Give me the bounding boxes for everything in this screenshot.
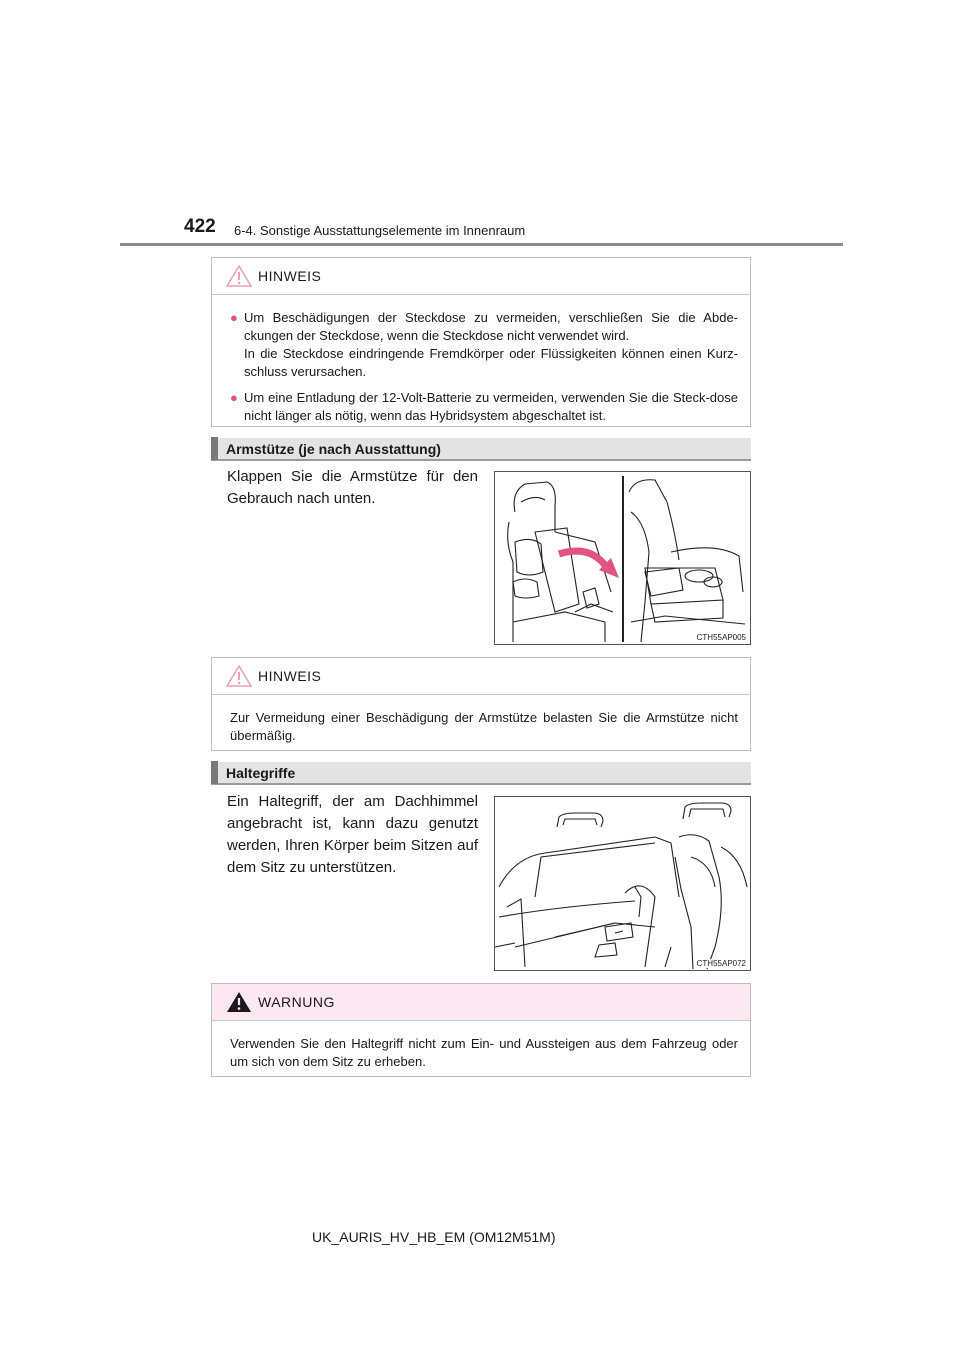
armrest-text: Klappen Sie die Armstütze für den Gebrauch nach unten. <box>227 468 478 507</box>
heading-text: Armstütze (je nach Ausstattung) <box>226 440 441 457</box>
document-code: UK_AURIS_HV_HB_EM (OM12M51M) <box>312 1229 556 1245</box>
notice-label: HINWEIS <box>258 268 322 284</box>
grips-illustration <box>495 797 750 970</box>
bullet-text: Um eine Entladung der 12-Volt-Batterie zu vermeiden, verwenden Sie die Steck-dose nicht länger als nötig, wenn das Hybridsystem abgeschaltet ist. <box>244 390 738 423</box>
bullet-icon: ● <box>230 310 238 325</box>
notice-box-socket <box>211 257 751 427</box>
heading-bar <box>211 437 218 460</box>
warning-box-grips <box>211 983 751 1077</box>
heading-bar <box>211 761 218 784</box>
armrest-heading <box>211 438 751 461</box>
figure-code: CTH55AP005 <box>696 633 746 642</box>
notice-text: Zur Vermeidung einer Beschädigung der Armstütze belasten Sie die Armstütze nicht übermäßig. <box>230 710 738 743</box>
warning-triangle-icon <box>226 990 252 1014</box>
caution-triangle-icon <box>226 664 252 688</box>
warning-label: WARNUNG <box>258 994 335 1010</box>
grips-figure <box>494 796 751 971</box>
list-item <box>230 309 738 381</box>
notice-header <box>212 658 750 695</box>
warning-text: Verwenden Sie den Haltegriff nicht zum Ein- und Aussteigen aus dem Fahrzeug oder um sich von dem Sitz zu erheben. <box>230 1036 738 1069</box>
heading-text: Haltegriffe <box>226 764 296 781</box>
grips-heading <box>211 762 751 785</box>
notice-label: HINWEIS <box>258 668 322 684</box>
notice-body <box>212 695 750 745</box>
armrest-figure <box>494 471 751 645</box>
figure-code: CTH55AP072 <box>696 959 746 968</box>
list-item <box>230 389 738 425</box>
notice-box-armrest <box>211 657 751 751</box>
bullet-text: In die Steckdose eindringende Fremdkörper oder Flüssigkeiten können einen Kurz-schluss verursachen. <box>244 346 738 379</box>
warning-body <box>212 1021 750 1076</box>
page-number: 422 <box>184 216 216 237</box>
notice-header <box>212 258 750 295</box>
section-title: 6-4. Sonstige Ausstattungselemente im Innenraum <box>234 223 526 238</box>
grips-text: Ein Haltegriff, der am Dachhimmel angebracht ist, kann dazu genutzt werden, Ihren Körper beim Sitzen auf dem Sitz zu unterstützen. <box>227 793 478 876</box>
warning-header <box>212 984 750 1021</box>
header-rule <box>120 243 843 246</box>
notice-body <box>212 295 750 425</box>
armrest-illustration <box>495 472 750 644</box>
caution-triangle-icon <box>226 264 252 288</box>
bullet-icon: ● <box>230 390 238 405</box>
bullet-text: Um Beschädigungen der Steckdose zu vermeiden, verschließen Sie die Abde-ckungen der Steckdose, wenn die Steckdose nicht verwendet wird. <box>244 310 738 343</box>
